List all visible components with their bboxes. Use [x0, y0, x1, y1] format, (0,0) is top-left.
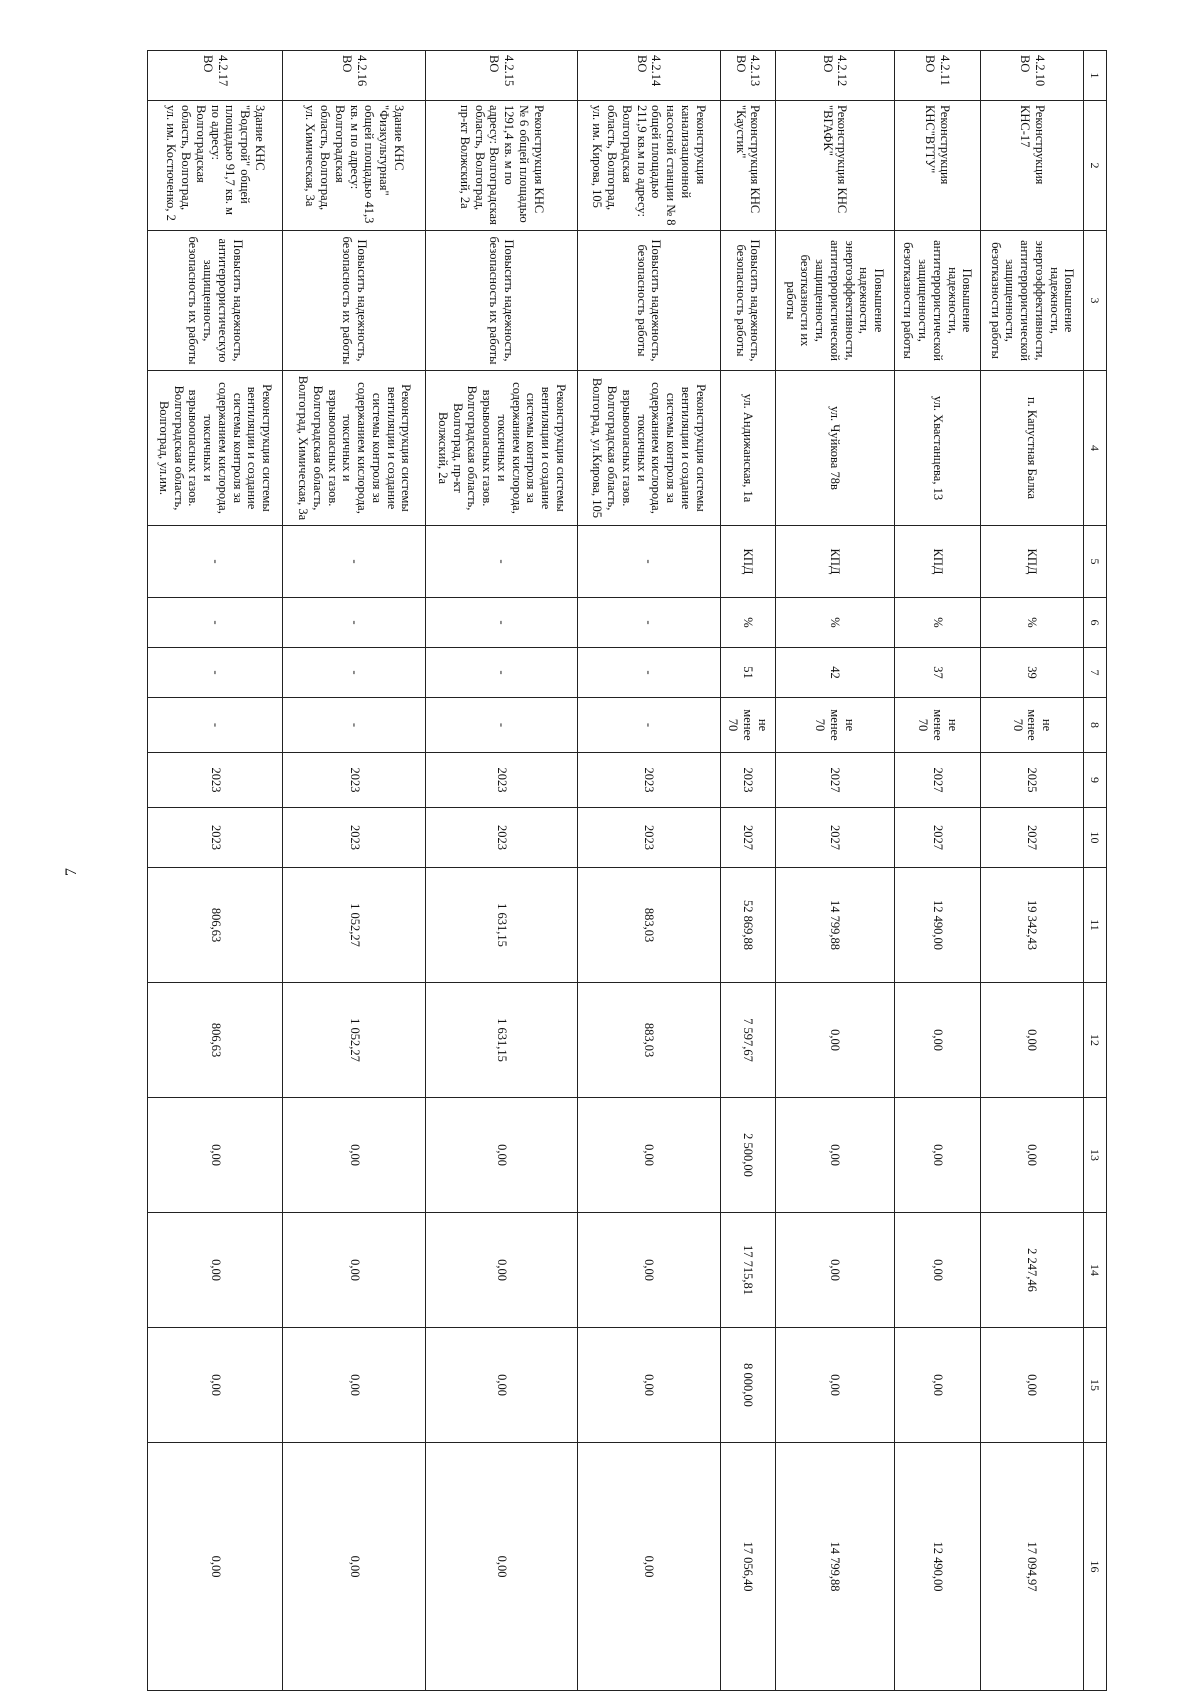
col-header: 10 — [1084, 808, 1107, 868]
table-cell: Здание КНС "Физкультурная" общей площадью 41,3 кв. м по адресу: Волгоградская область, Волгоград, ул. Химическая, 3а — [283, 101, 426, 231]
table-cell: 883,03 — [577, 983, 720, 1098]
table-cell: 12 490,00 — [894, 1443, 981, 1691]
table-cell: 883,03 — [577, 868, 720, 983]
table-cell: КПД — [981, 526, 1084, 598]
table-cell: 806,63 — [148, 983, 283, 1098]
table-cell: Повысить надежность, безопасность работы — [720, 231, 775, 371]
table-cell: 0,00 — [148, 1328, 283, 1443]
table-cell: 0,00 — [426, 1328, 577, 1443]
table-cell: 17 715,81 — [720, 1213, 775, 1328]
table-cell: 4.2.13 ВО — [720, 51, 775, 101]
table-cell: КПД — [775, 526, 894, 598]
table-cell: % — [720, 598, 775, 648]
table-cell: 14 799,88 — [775, 868, 894, 983]
table-cell: 0,00 — [775, 1098, 894, 1213]
col-header: 15 — [1084, 1328, 1107, 1443]
col-header: 16 — [1084, 1443, 1107, 1691]
table-cell: ул. Андижанская, 1а — [720, 371, 775, 526]
table-cell: 4.2.11 ВО — [894, 51, 981, 101]
table-cell: ул. Чуйкова 78в — [775, 371, 894, 526]
table-cell: - — [577, 698, 720, 753]
table-cell: Повысить надежность, безопасность их работы — [426, 231, 577, 371]
table-cell: не менее 70 — [720, 698, 775, 753]
table-cell: - — [426, 648, 577, 698]
table-cell: Реконструкция КНС № 6 общей площадью 1291,4 кв. м по адресу: Волгоградская область, Волгоград, пр-кт Волжский, 2а — [426, 101, 577, 231]
table-cell: Повышение надежности, энергоэффективности, антитеррористической защищенности, безотказности их работы — [775, 231, 894, 371]
table-cell: 0,00 — [283, 1328, 426, 1443]
table-cell: 0,00 — [577, 1213, 720, 1328]
table-cell: Реконструкция канализационной насосной станции № 8 общей площадью 211,9 кв.м по адресу: Волгоградская область, Волгоград, ул. им. Кирова, 105 — [577, 101, 720, 231]
table-cell: 2025 — [981, 753, 1084, 808]
table-cell: % — [894, 598, 981, 648]
table-cell: не менее 70 — [981, 698, 1084, 753]
table-cell: 8 000,00 — [720, 1328, 775, 1443]
col-header: 7 — [1084, 648, 1107, 698]
table-cell: 0,00 — [577, 1443, 720, 1691]
table-cell: - — [426, 526, 577, 598]
table-cell: 2023 — [283, 808, 426, 868]
table-cell: 1 631,15 — [426, 983, 577, 1098]
table-cell: 0,00 — [894, 983, 981, 1098]
rotated-table-container — [147, 50, 1107, 1640]
table-cell: Повышение надежности, энергоэффективности, антитеррористической защищенности, безотказности работы — [981, 231, 1084, 371]
table-cell: 2023 — [426, 808, 577, 868]
table-cell: - — [283, 598, 426, 648]
table-cell: не менее 70 — [775, 698, 894, 753]
table-cell: не менее 70 — [894, 698, 981, 753]
table-cell: 1 631,15 — [426, 868, 577, 983]
table-cell: 0,00 — [775, 983, 894, 1098]
table-cell: 4.2.16 ВО — [283, 51, 426, 101]
col-header: 3 — [1084, 231, 1107, 371]
col-header: 9 — [1084, 753, 1107, 808]
table-row — [283, 51, 426, 1691]
table-cell: 2027 — [775, 753, 894, 808]
table-cell: 2023 — [577, 808, 720, 868]
table-cell: 19 342,43 — [981, 868, 1084, 983]
table-cell: 12 490,00 — [894, 868, 981, 983]
table-cell: 0,00 — [894, 1328, 981, 1443]
col-header: 4 — [1084, 371, 1107, 526]
table-cell: 2 247,46 — [981, 1213, 1084, 1328]
table-cell: 4.2.15 ВО — [426, 51, 577, 101]
table-cell: Реконструкция системы вентиляции и создание системы контроля за содержанием кислорода, токсичных и взрывоопасных газов. Волгоградская область, Волгоград, Химическая, 3а — [283, 371, 426, 526]
table-cell: Реконструкция КНС-17 — [981, 101, 1084, 231]
table-cell: - — [148, 526, 283, 598]
col-header: 6 — [1084, 598, 1107, 648]
table-cell: 0,00 — [283, 1443, 426, 1691]
table-cell: 51 — [720, 648, 775, 698]
table-cell: 0,00 — [775, 1213, 894, 1328]
table-cell: 39 — [981, 648, 1084, 698]
table-row — [426, 51, 577, 1691]
table-cell: 0,00 — [894, 1098, 981, 1213]
table-cell: 0,00 — [426, 1213, 577, 1328]
table-cell: 4.2.17 ВО — [148, 51, 283, 101]
table-row — [775, 51, 894, 1691]
table-cell: 2023 — [720, 753, 775, 808]
table-cell: - — [426, 598, 577, 648]
col-header: 1 — [1084, 51, 1107, 101]
table-cell: 17 094,97 — [981, 1443, 1084, 1691]
table-row — [720, 51, 775, 1691]
table-cell: - — [283, 526, 426, 598]
table-cell: Повысить надежность, антитеррористическую защищенность, безопасность их работы — [148, 231, 283, 371]
table-cell: 52 869,88 — [720, 868, 775, 983]
table-row — [577, 51, 720, 1691]
table-cell: 0,00 — [981, 1328, 1084, 1443]
table-cell: Повышение надежности, антитеррористической защищенности, безотказности работы — [894, 231, 981, 371]
table-cell: - — [148, 598, 283, 648]
table-cell: 7 597,67 — [720, 983, 775, 1098]
table-cell: 0,00 — [148, 1443, 283, 1691]
table-cell: 42 — [775, 648, 894, 698]
table-cell: 0,00 — [775, 1328, 894, 1443]
table-cell: 1 052,27 — [283, 868, 426, 983]
table-cell: 0,00 — [283, 1098, 426, 1213]
table-cell: - — [148, 648, 283, 698]
table-cell: Реконструкция системы вентиляции и создание системы контроля за содержанием кислорода, токсичных и взрывоопасных газов. Волгоградская область, Волгоград, ул.Кирова, 105 — [577, 371, 720, 526]
table-cell: Реконструкция КНС "Каустик" — [720, 101, 775, 231]
table-cell: 806,63 — [148, 868, 283, 983]
table-cell: 0,00 — [981, 983, 1084, 1098]
table-cell: Реконструкция системы вентиляции и создание системы контроля за содержанием кислорода, токсичных и взрывоопасных газов. Волгоградская область, Волгоград, ул.им. — [148, 371, 283, 526]
table-cell: 2027 — [720, 808, 775, 868]
table-cell: ул. Хвастанцева, 13 — [894, 371, 981, 526]
table-cell: 2023 — [148, 808, 283, 868]
table-cell: % — [775, 598, 894, 648]
table-cell: % — [981, 598, 1084, 648]
table-cell: 14 799,88 — [775, 1443, 894, 1691]
table-cell: 0,00 — [148, 1213, 283, 1328]
table-cell: Повысить надежность, безопасность работы — [577, 231, 720, 371]
page-number: 7 — [63, 868, 80, 876]
table-cell: - — [577, 526, 720, 598]
col-header: 5 — [1084, 526, 1107, 598]
table-cell: 0,00 — [894, 1213, 981, 1328]
table-cell: КПД — [894, 526, 981, 598]
table-cell: 2023 — [148, 753, 283, 808]
table-cell: 2027 — [894, 753, 981, 808]
table-cell: 0,00 — [981, 1098, 1084, 1213]
table-cell: Реконструкция КНС"ВТТУ" — [894, 101, 981, 231]
col-header: 8 — [1084, 698, 1107, 753]
table-cell: - — [283, 648, 426, 698]
table-cell: Реконструкция системы вентиляции и создание системы контроля за содержанием кислорода, токсичных и взрывоопасных газов. Волгоградская область, Волгоград, пр-кт Волжский, 2а — [426, 371, 577, 526]
table-row — [894, 51, 981, 1691]
table-cell: 37 — [894, 648, 981, 698]
investment-program-table — [147, 50, 1107, 1691]
table-cell: 2023 — [577, 753, 720, 808]
col-header: 11 — [1084, 868, 1107, 983]
table-cell: - — [577, 648, 720, 698]
table-cell: 2027 — [981, 808, 1084, 868]
column-number-row — [1084, 51, 1107, 1691]
table-cell: КПД — [720, 526, 775, 598]
table-cell: 0,00 — [577, 1328, 720, 1443]
table-cell: - — [426, 698, 577, 753]
table-row — [981, 51, 1084, 1691]
table-cell: - — [148, 698, 283, 753]
table-cell: 2 500,00 — [720, 1098, 775, 1213]
table-cell: 2023 — [426, 753, 577, 808]
table-body — [148, 51, 1084, 1691]
table-cell: Повысить надежность, безопасность их работы — [283, 231, 426, 371]
col-header: 13 — [1084, 1098, 1107, 1213]
table-cell: 0,00 — [577, 1098, 720, 1213]
table-row — [148, 51, 283, 1691]
table-cell: 17 056,40 — [720, 1443, 775, 1691]
table-cell: 4.2.12 ВО — [775, 51, 894, 101]
table-cell: Здание КНС "Водстрой" общей площадью 91,7 кв. м по адресу: Волгоградская область, Волгоград, ул. им. Костюченко, 2 — [148, 101, 283, 231]
table-cell: 0,00 — [426, 1098, 577, 1213]
table-cell: 2023 — [283, 753, 426, 808]
col-header: 12 — [1084, 983, 1107, 1098]
table-cell: 0,00 — [283, 1213, 426, 1328]
table-cell: п. Капустная Балка — [981, 371, 1084, 526]
table-cell: 0,00 — [426, 1443, 577, 1691]
table-cell: 0,00 — [148, 1098, 283, 1213]
table-cell: 1 052,27 — [283, 983, 426, 1098]
table-cell: 4.2.10 ВО — [981, 51, 1084, 101]
table-cell: 2027 — [894, 808, 981, 868]
table-cell: 4.2.14 ВО — [577, 51, 720, 101]
table-cell: - — [283, 698, 426, 753]
table-cell: 2027 — [775, 808, 894, 868]
table-cell: Реконструкция КНС "ВГАФК" — [775, 101, 894, 231]
col-header: 2 — [1084, 101, 1107, 231]
col-header: 14 — [1084, 1213, 1107, 1328]
table-cell: - — [577, 598, 720, 648]
